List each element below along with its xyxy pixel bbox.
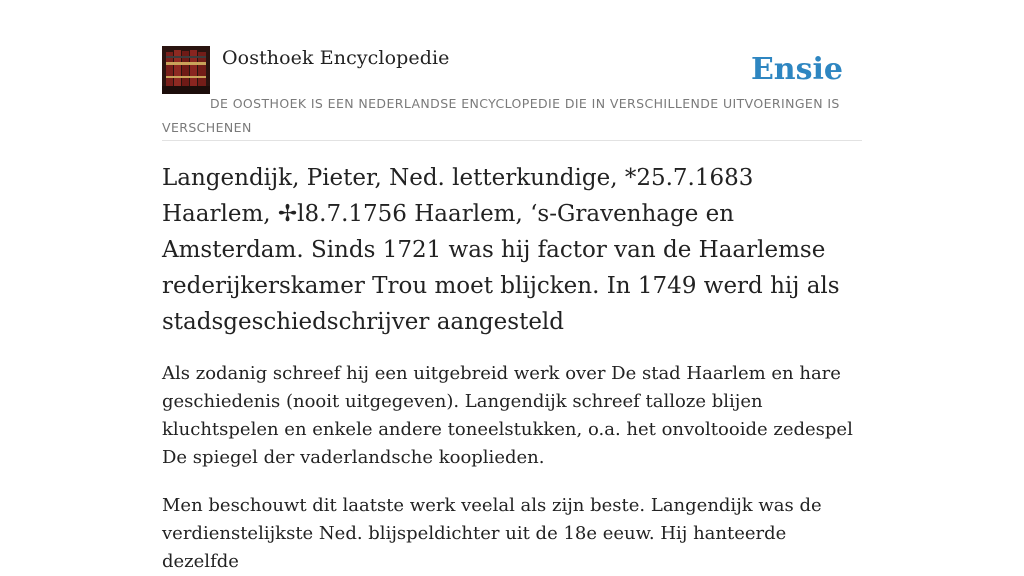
encyclopedia-avatar[interactable] <box>162 46 210 94</box>
encyclopedia-books-icon <box>162 46 210 94</box>
article-paragraph: Als zodanig schreef hij een uitgebreid werk over De stad Haarlem en hare geschiedenis (nooit uitgegeven). Langendijk schreef talloze blijen kluchtspelen en enkele andere toneelstukken, o.a. het onvoltooide zedespel De spiegel der vaderlandsche kooplieden. <box>162 363 853 468</box>
site-header <box>162 46 862 141</box>
site-tagline: DE OOSTHOEK IS EEN NEDERLANDSE ENCYCLOPEDIE DIE IN VERSCHILLENDE UITVOERINGEN IS VERSCHENEN <box>162 96 840 135</box>
article-lead: Langendijk, Pieter, Ned. letterkundige, *25.7.1683 Haarlem, ✢l8.7.1756 Haarlem, ‘s-Gravenhage en Amsterdam. Sinds 1721 was hij factor van de Haarlemse rederijkerskamer Trou moet blijcken. In 1749 werd hij als stadsgeschiedschrijver aangesteld <box>162 165 840 335</box>
article-body <box>162 160 862 576</box>
site-name[interactable]: Oosthoek Encyclopedie <box>222 47 450 69</box>
brand-logo[interactable]: Ensie <box>750 52 843 87</box>
article-paragraph: Men beschouwt dit laatste werk veelal als zijn beste. Langendijk was de verdienstelijkste Ned. blijspeldichter uit de 18e eeuw. Hij hanteerde dezelfde <box>162 495 822 572</box>
